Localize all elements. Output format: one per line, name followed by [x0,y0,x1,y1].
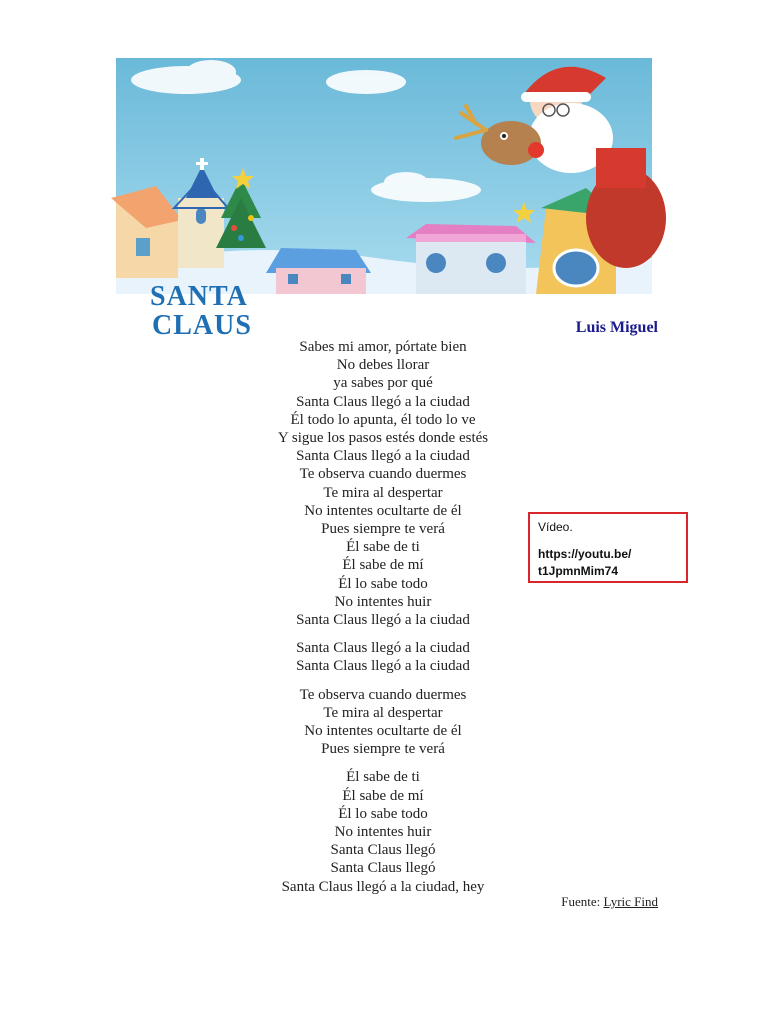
lyric-line: Él lo sabe todo [338,575,428,592]
lyrics-stanza-2 [215,639,551,675]
lyric-line: Él todo lo apunta, él todo lo ve [290,411,476,428]
lyric-line: No debes llorar [336,357,430,374]
lyric-line: Y sigue los pasos estés donde estés [277,430,489,447]
lyrics-stanza-1 [215,338,551,629]
lyric-line: Te mira al despertar [323,484,443,501]
artist-name: Luis Miguel [575,319,658,336]
song-title-cut-text: CLAUS [152,310,252,341]
lyric-line: Santa Claus llegó a la ciudad, hey [281,878,485,895]
lyric-line: Santa Claus llegó a la ciudad [296,612,470,629]
lyric-line: Pues siempre te verá [321,741,445,758]
lyric-line: Santa Claus llegó a la ciudad [296,448,470,465]
song-title-cut-line [152,310,256,341]
video-link-box [528,512,688,583]
santa-village-illustration [116,58,652,294]
lyric-line: Santa Claus llegó [330,860,436,877]
video-link-line-2[interactable]: t1JpmnMim74 [538,564,619,578]
lyric-line: Te observa cuando duermes [299,466,467,483]
song-title: SANTA [150,281,248,312]
lyric-line: Él sabe de ti [346,769,420,786]
lyric-line: Santa Claus llegó [330,842,436,859]
source-prefix: Fuente: [561,894,601,909]
lyrics-block [215,338,551,906]
lyric-line: No intentes huir [334,593,432,610]
lyric-line: Él lo sabe todo [338,805,428,822]
lyric-line: Te observa cuando duermes [299,686,467,703]
lyric-line: ya sabes por qué [333,375,433,392]
lyric-line: Santa Claus llegó a la ciudad [296,658,470,675]
lyrics-stanza-4 [215,768,551,895]
lyric-line: Él sabe de ti [346,539,420,556]
lyric-line: Santa Claus llegó a la ciudad [296,393,470,410]
lyric-line: Sabes mi amor, pórtate bien [299,339,467,355]
lyric-line: Santa Claus llegó a la ciudad [296,640,470,657]
lyric-line: No intentes ocultarte de él [304,502,462,519]
christmas-banner-image [116,58,652,294]
lyrics-stanza-3 [215,686,551,759]
source-credit [561,894,658,910]
lyric-line: Te mira al despertar [323,704,443,721]
lyric-line: Él sabe de mí [342,557,424,574]
lyric-line: Él sabe de mí [342,787,424,804]
lyric-line: No intentes ocultarte de él [304,723,462,740]
video-link[interactable] [538,546,678,580]
source-link[interactable]: Lyric Find [603,894,658,909]
video-label: Vídeo. [538,520,573,534]
lyric-line: Pues siempre te verá [321,521,445,538]
video-link-line-1[interactable]: https://youtu.be/ [538,547,632,561]
lyric-line: No intentes huir [334,824,432,841]
